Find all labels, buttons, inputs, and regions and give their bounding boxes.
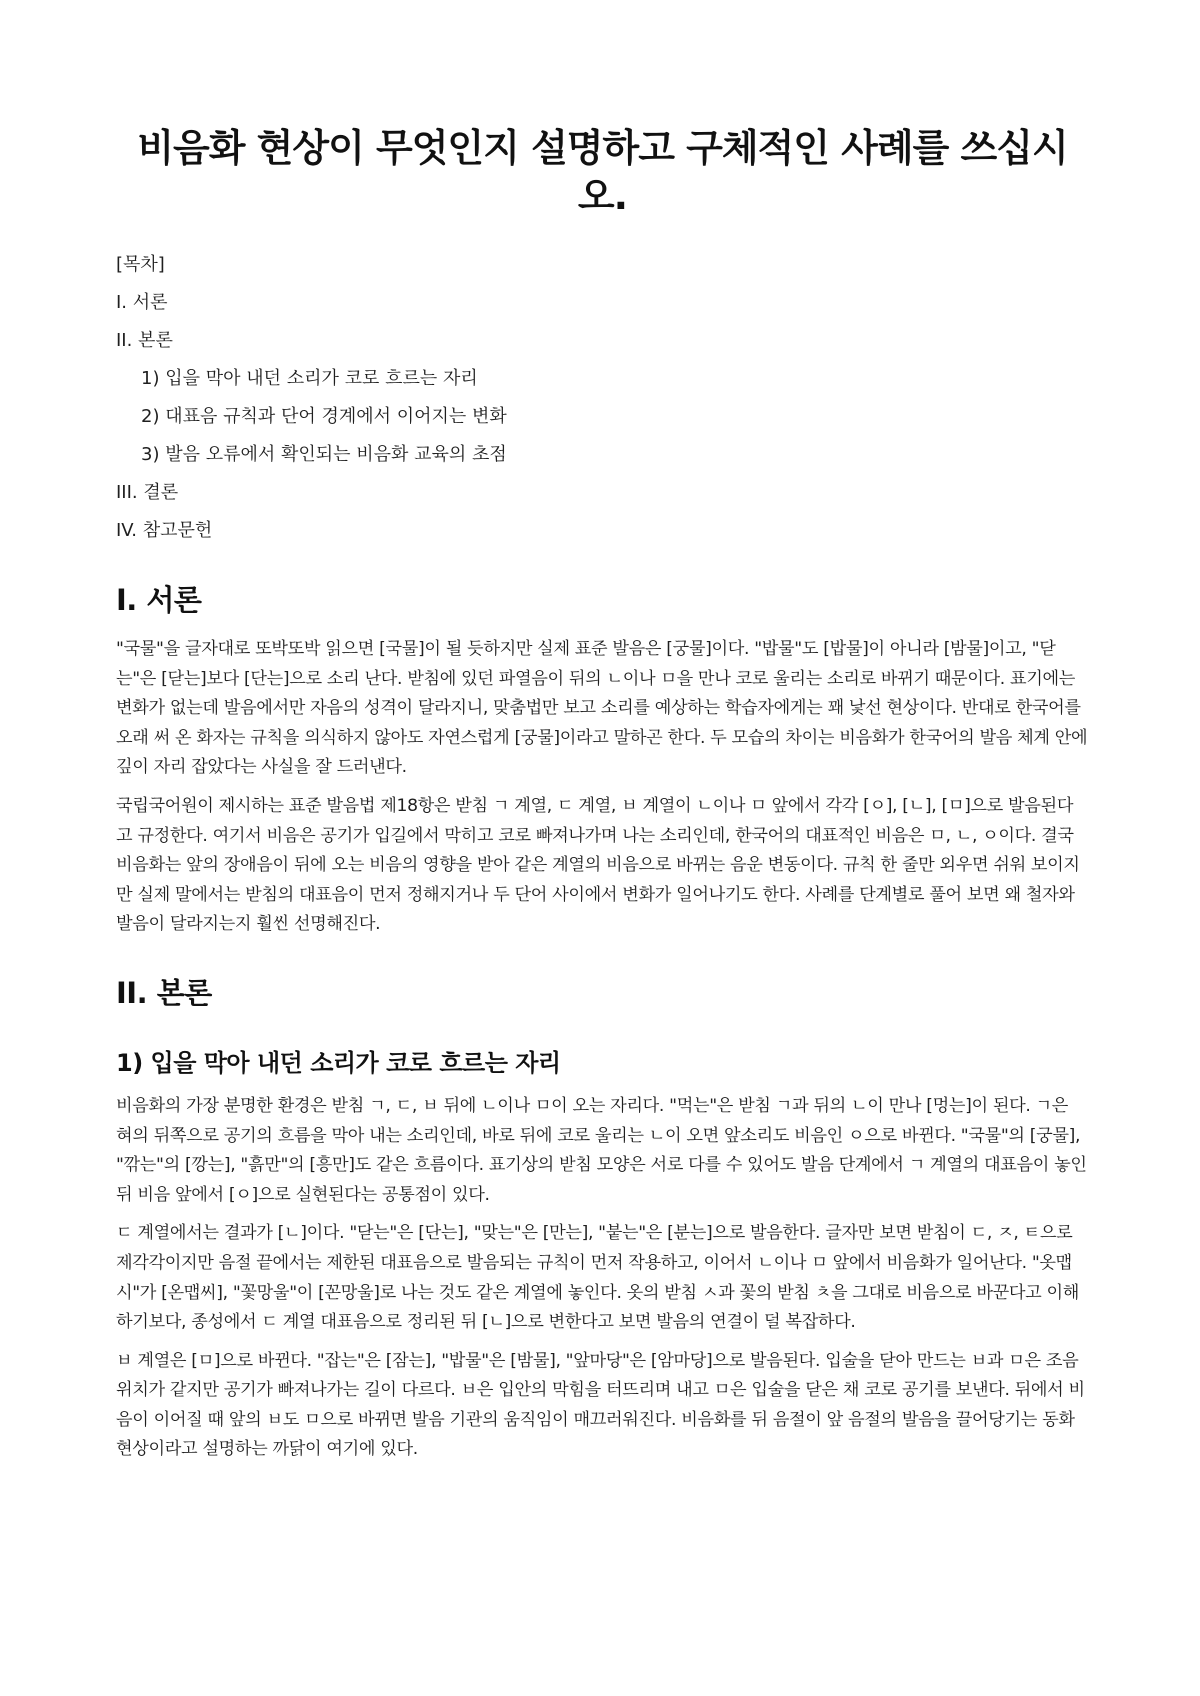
section-heading-body: II. 본론 (116, 975, 212, 1010)
toc-item-references: IV. 참고문헌 (116, 520, 213, 541)
toc-heading: [목차] (116, 254, 165, 275)
toc-item-conclusion: III. 결론 (116, 482, 179, 503)
toc-item-intro: I. 서론 (116, 292, 168, 313)
toc-item-body-2: 2) 대표음 규칙과 단어 경계에서 이어지는 변화 (141, 406, 507, 427)
table-of-contents (116, 253, 1089, 543)
document-title: 비음화 현상이 무엇인지 설명하고 구체적인 사례를 쓰십시오. (137, 126, 1068, 218)
intro-paragraph-2: 국립국어원이 제시하는 표준 발음법 제18항은 받침 ㄱ 계열, ㄷ 계열, ㅂ 계열이 ㄴ이나 ㅁ 앞에서 각각 [ㅇ], [ㄴ], [ㅁ]으로 발음된다고 규정한다. 여기서 비음은 공기가 입길에서 막히고 코로 빠져나가며 나는 소리인데, 한국어의 대표적인 비음은 ㅁ, ㄴ, ㅇ이다. 결국 비음화는 앞의 장애음이 뒤에 오는 비음의 영향을 받아 같은 계열의 비음으로 바뀌는 음운 변동이다. 규칙 한 줄만 외우면 쉬워 보이지만 실제 말에서는 받침의 대표음이 먼저 정해지거나 두 단어 사이에서 변화가 일어나기도 한다. 사례를 단계별로 풀어 보면 왜 철자와 발음이 달라지는지 훨씬 선명해진다. (116, 795, 1080, 935)
subsection-heading-1: 1) 입을 막아 내던 소리가 코로 흐르는 자리 (116, 1048, 561, 1077)
toc-item-body: II. 본론 (116, 330, 173, 351)
toc-item-body-1: 1) 입을 막아 내던 소리가 코로 흐르는 자리 (141, 368, 478, 389)
section-heading-intro: I. 서론 (116, 583, 202, 617)
body-paragraph-1: 비음화의 가장 분명한 환경은 받침 ㄱ, ㄷ, ㅂ 뒤에 ㄴ이나 ㅁ이 오는 자리다. "먹는"은 받침 ㄱ과 뒤의 ㄴ이 만나 [멍는]이 된다. ㄱ은 혀의 뒤쪽으로 공기의 흐름을 막아 내는 소리인데, 바로 뒤에 코로 울리는 ㄴ이 오면 앞소리도 비음인 ㅇ으로 바뀐다. "국물"의 [궁물], "깎는"의 [깡는], "흙만"의 [흥만]도 같은 흐름이다. 표기상의 받침 모양은 서로 다를 수 있어도 발음 단계에서 ㄱ 계열의 대표음이 놓인 뒤 비음 앞에서 [ㅇ]으로 실현된다는 공통점이 있다. (116, 1095, 1087, 1205)
toc-item-body-3: 3) 발음 오류에서 확인되는 비음화 교육의 초점 (141, 444, 507, 465)
body-paragraph-2: ㄷ 계열에서는 결과가 [ㄴ]이다. "닫는"은 [단는], "맞는"은 [만는], "붙는"은 [분는]으로 발음한다. 글자만 보면 받침이 ㄷ, ㅈ, ㅌ으로 제각각이지만 음절 끝에서는 제한된 대표음으로 발음되는 규칙이 먼저 작용하고, 이어서 ㄴ이나 ㅁ 앞에서 비음화가 일어난다. "옷맵시"가 [온맵씨], "꽃망울"이 [꼰망울]로 나는 것도 같은 계열에 놓인다. 옷의 받침 ㅅ과 꽃의 받침 ㅊ을 그대로 비음으로 바꾼다고 이해하기보다, 종성에서 ㄷ 계열 대표음으로 정리된 뒤 [ㄴ]으로 변한다고 보면 발음의 연결이 덜 복잡하다. (116, 1223, 1080, 1333)
intro-paragraph-1: "국물"을 글자대로 또박또박 읽으면 [국물]이 될 듯하지만 실제 표준 발음은 [궁물]이다. "밥물"도 [밥물]이 아니라 [밤물]이고, "닫는"은 [닫는]보다 [단는]으로 소리 난다. 받침에 있던 파열음이 뒤의 ㄴ이나 ㅁ을 만나 코로 울리는 소리로 바뀌기 때문이다. 표기에는 변화가 없는데 발음에서만 자음의 성격이 달라지니, 맞춤법만 보고 소리를 예상하는 학습자에게는 꽤 낯선 현상이다. 반대로 한국어를 오래 써 온 화자는 규칙을 의식하지 않아도 자연스럽게 [궁물]이라고 말하곤 한다. 두 모습의 차이는 비음화가 한국어의 발음 체계 안에 깊이 자리 잡았다는 사실을 잘 드러낸다. (116, 639, 1088, 778)
body-paragraph-3: ㅂ 계열은 [ㅁ]으로 바뀐다. "잡는"은 [잠는], "밥물"은 [밤물], "앞마당"은 [암마당]으로 발음된다. 입술을 닫아 만드는 ㅂ과 ㅁ은 조음 위치가 같지만 공기가 빠져나가는 길이 다르다. ㅂ은 입안의 막힘을 터뜨리며 내고 ㅁ은 입술을 닫은 채 코로 공기를 보낸다. 뒤에서 비음이 이어질 때 앞의 ㅂ도 ㅁ으로 바뀌면 발음 기관의 움직임이 매끄러워진다. 비음화를 뒤 음절이 앞 음절의 발음을 끌어당기는 동화 현상이라고 설명하는 까닭이 여기에 있다. (116, 1350, 1085, 1460)
section-intro (116, 581, 1089, 940)
section-body (116, 974, 1089, 1465)
